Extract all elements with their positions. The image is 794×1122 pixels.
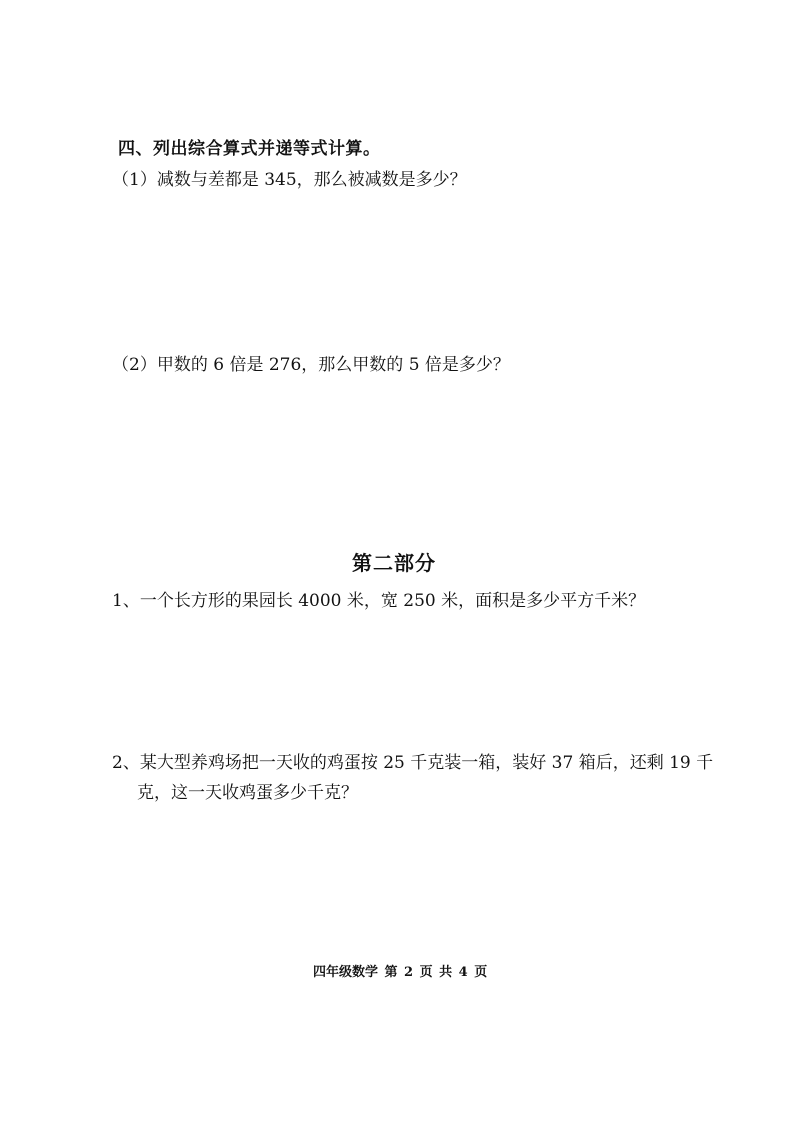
section-four-heading: 四、列出综合算式并递等式计算。 <box>118 139 381 159</box>
part-two-title: 第二部分 <box>352 551 436 575</box>
page-footer: 四年级数学 第 2 页 共 4 页 <box>313 965 488 980</box>
problem-2-line-1: 2、某大型养鸡场把一天收的鸡蛋按 25 千克装一箱，装好 37 箱后，还剩 19 千 <box>112 753 714 773</box>
problem-2-line-2: 克，这一天收鸡蛋多少千克？ <box>137 783 358 803</box>
question-2: （2）甲数的 6 倍是 276，那么甲数的 5 倍是多少？ <box>112 355 510 375</box>
problem-1: 1、一个长方形的果园长 4000 米，宽 250 米，面积是多少平方千米？ <box>112 591 646 611</box>
question-1: （1）减数与差都是 345，那么被减数是多少？ <box>112 170 467 190</box>
